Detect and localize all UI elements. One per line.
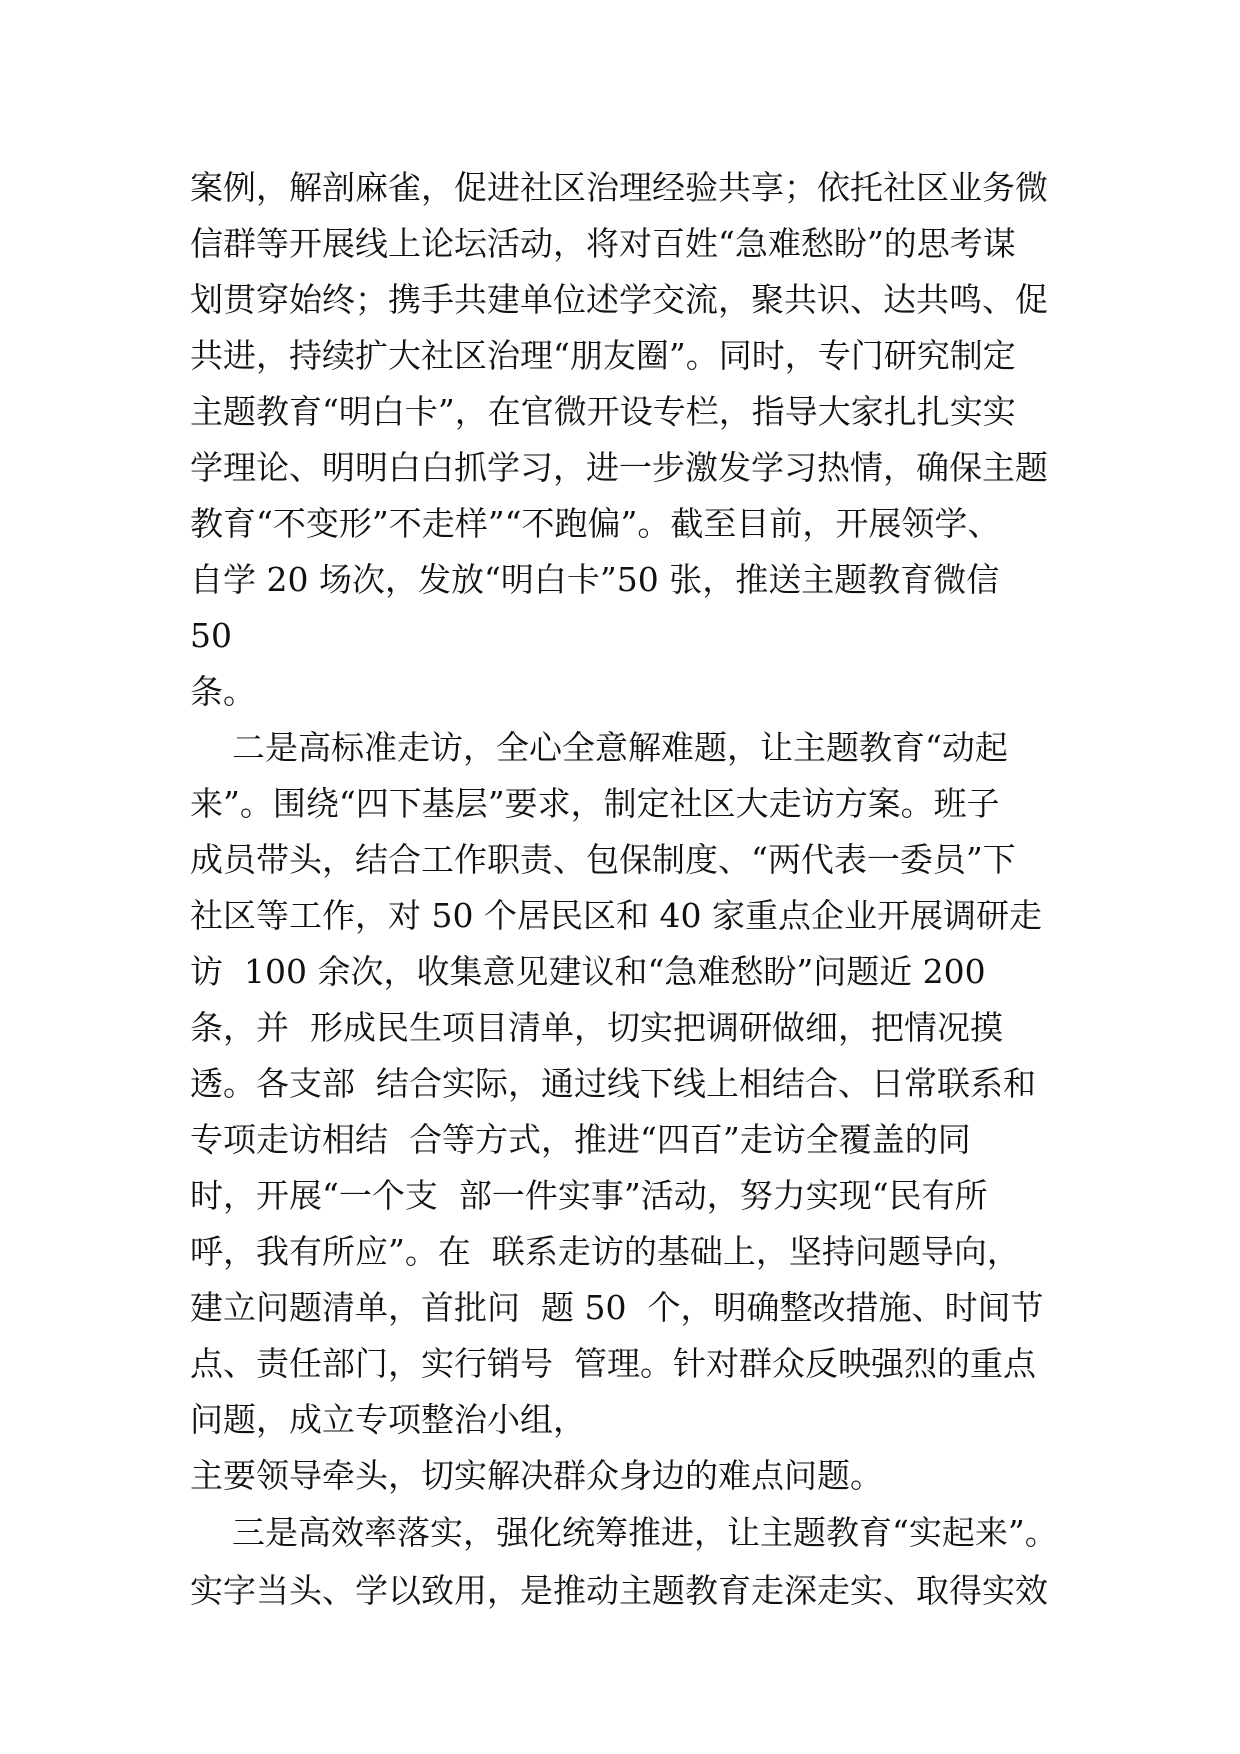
text-line: 50: [190, 616, 232, 655]
text-line: 自学 20 场次，发放“明白卡”50 张，推送主题教育微信: [190, 560, 1000, 599]
text-line: 教育“不变形”不走样”“不跑偏”。截至目前，开展领学、: [190, 504, 1001, 543]
paragraph-3: [190, 1504, 1070, 1620]
text-line: 信群等开展线上论坛活动，将对百姓“急难愁盼”的思考谋: [190, 224, 1016, 263]
paragraph-2: [190, 720, 1070, 1504]
text-line: 条，并 形成民生项目清单，切实把调研做细，把情况摸: [190, 1008, 1003, 1047]
text-line: 主要领导牵头，切实解决群众身边的难点问题。: [190, 1456, 883, 1495]
text-line: 专项走访相结 合等方式，推进“四百”走访全覆盖的同: [190, 1120, 971, 1159]
text-line: 透。各支部 结合实际，通过线下线上相结合、日常联系和: [190, 1064, 1036, 1103]
text-line: 问题，成立专项整治小组，: [190, 1400, 586, 1439]
paragraph-1: [190, 160, 1070, 720]
text-line: 点、责任部门，实行销号 管理。针对群众反映强烈的重点: [190, 1344, 1036, 1383]
text-line: 建立问题清单，首批问 题 50 个，明确整改措施、时间节: [190, 1288, 1044, 1327]
body-text: [190, 160, 1070, 1620]
text-line: 二是高标准走访，全心全意解难题，让主题教育“动起: [190, 728, 1008, 767]
text-line: 实字当头、学以致用，是推动主题教育走深走实、取得实效: [190, 1571, 1048, 1610]
text-line: 条。: [190, 672, 256, 711]
text-line: 来”。围绕“四下基层”要求，制定社区大走访方案。班子: [190, 784, 1000, 823]
text-line: 访 100 余次，收集意见建议和“急难愁盼”问题近 200: [190, 952, 986, 991]
text-line: 划贯穿始终；携手共建单位述学交流，聚共识、达共鸣、促: [190, 280, 1048, 319]
text-line: 成员带头，结合工作职责、包保制度、“两代表一委员”下: [190, 840, 1016, 879]
text-line: 社区等工作，对 50 个居民区和 40 家重点企业开展调研走: [190, 896, 1042, 935]
text-line: 主题教育“明白卡”，在官微开设专栏，指导大家扎扎实实: [190, 392, 1016, 431]
text-line: 呼，我有所应”。在 联系走访的基础上，坚持问题导向，: [190, 1232, 1020, 1271]
text-line: 学理论、明明白白抓学习，进一步激发学习热情，确保主题: [190, 448, 1048, 487]
text-line: 共进，持续扩大社区治理“朋友圈”。同时，专门研究制定: [190, 336, 1016, 375]
text-line: 案例，解剖麻雀，促进社区治理经验共享；依托社区业务微: [190, 168, 1048, 207]
text-line: 三是高效率落实，强化统筹推进，让主题教育“实起来”。: [190, 1513, 1058, 1552]
text-line: 时，开展“一个支 部一件实事”活动，努力实现“民有所: [190, 1176, 988, 1215]
